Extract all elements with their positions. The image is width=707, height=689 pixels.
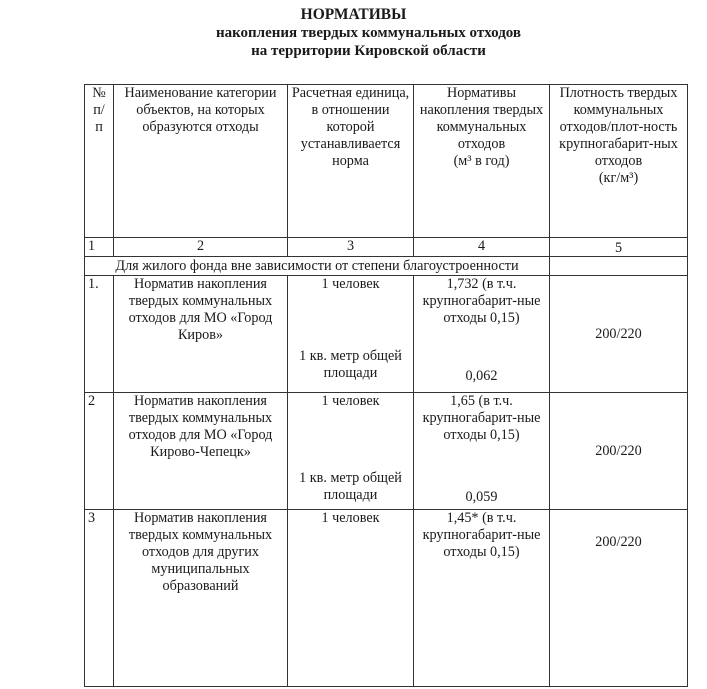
header-row [85,85,688,238]
row-unit-top: 1 человек [321,276,380,292]
row-norm: 1,45* (в т.ч. крупногабарит-ные отходы 0,15) [414,510,550,687]
header-norm-unit: (м³ в год) [453,153,510,169]
header-num-line-1: № [92,85,106,101]
column-number-4: 4 [414,238,550,257]
row-density: 200/220 [550,393,688,510]
row-norm-top: 1,732 (в т.ч. крупногабарит-ные отходы 0,15) [422,276,541,326]
header-num [85,85,114,238]
column-number-5: 5 [550,238,688,257]
header-num-line-3: п [95,119,103,135]
row-category: Норматив накопления твердых коммунальных отходов для МО «Город Киров» [114,276,288,393]
row-unit [288,276,414,393]
norms-table [84,84,688,687]
table-row [85,393,688,510]
header-norm [414,85,550,238]
table-row [85,276,688,393]
row-density: 200/220 [550,510,688,687]
row-norm [414,393,550,510]
header-category: Наименование категории объектов, на которых образуются отходы [114,85,288,238]
table-row [85,510,688,687]
header-density [550,85,688,238]
section-title: Для жилого фонда вне зависимости от степени благоустроенности [85,257,550,276]
title-line-2: накопления твердых коммунальных отходов [215,25,522,41]
row-density: 200/220 [550,276,688,393]
row-unit: 1 человек [288,510,414,687]
row-unit-top: 1 человек [321,393,380,409]
row-category: Норматив накопления твердых коммунальных отходов для других муниципальных образований [114,510,288,687]
header-num-line-2: п/ [93,102,105,118]
row-norm-top: 1,65 (в т.ч. крупногабарит-ные отходы 0,15) [422,393,541,443]
row-norm [414,276,550,393]
row-number: 3 [85,510,114,687]
row-norm-bottom: 0,062 [465,368,498,384]
row-unit [288,393,414,510]
section-empty-cell [550,257,688,276]
column-numbers-row [85,238,688,257]
document-title [0,6,707,60]
row-unit-bottom: 1 кв. метр общей площади [299,470,402,503]
header-density-unit: (кг/м³) [598,170,639,186]
header-unit: Расчетная единица, в отношении которой устанавливается норма [288,85,414,238]
row-unit-bottom: 1 кв. метр общей площади [299,348,402,381]
section-row [85,257,688,276]
title-line-1: НОРМАТИВЫ [300,6,407,23]
column-number-1: 1 [85,238,114,257]
row-number: 1. [85,276,114,393]
header-norm-text: Нормативы накопления твердых коммунальных отходов [419,85,544,152]
row-category: Норматив накопления твердых коммунальных отходов для МО «Город Кирово-Чепецк» [114,393,288,510]
title-line-3: на территории Кировской области [251,43,486,59]
column-number-2: 2 [114,238,288,257]
column-number-3: 3 [288,238,414,257]
row-norm-bottom: 0,059 [465,489,498,505]
header-density-text: Плотность твердых коммунальных отходов/плот-ность крупногабарит-ных отходов [559,85,678,169]
row-number: 2 [85,393,114,510]
